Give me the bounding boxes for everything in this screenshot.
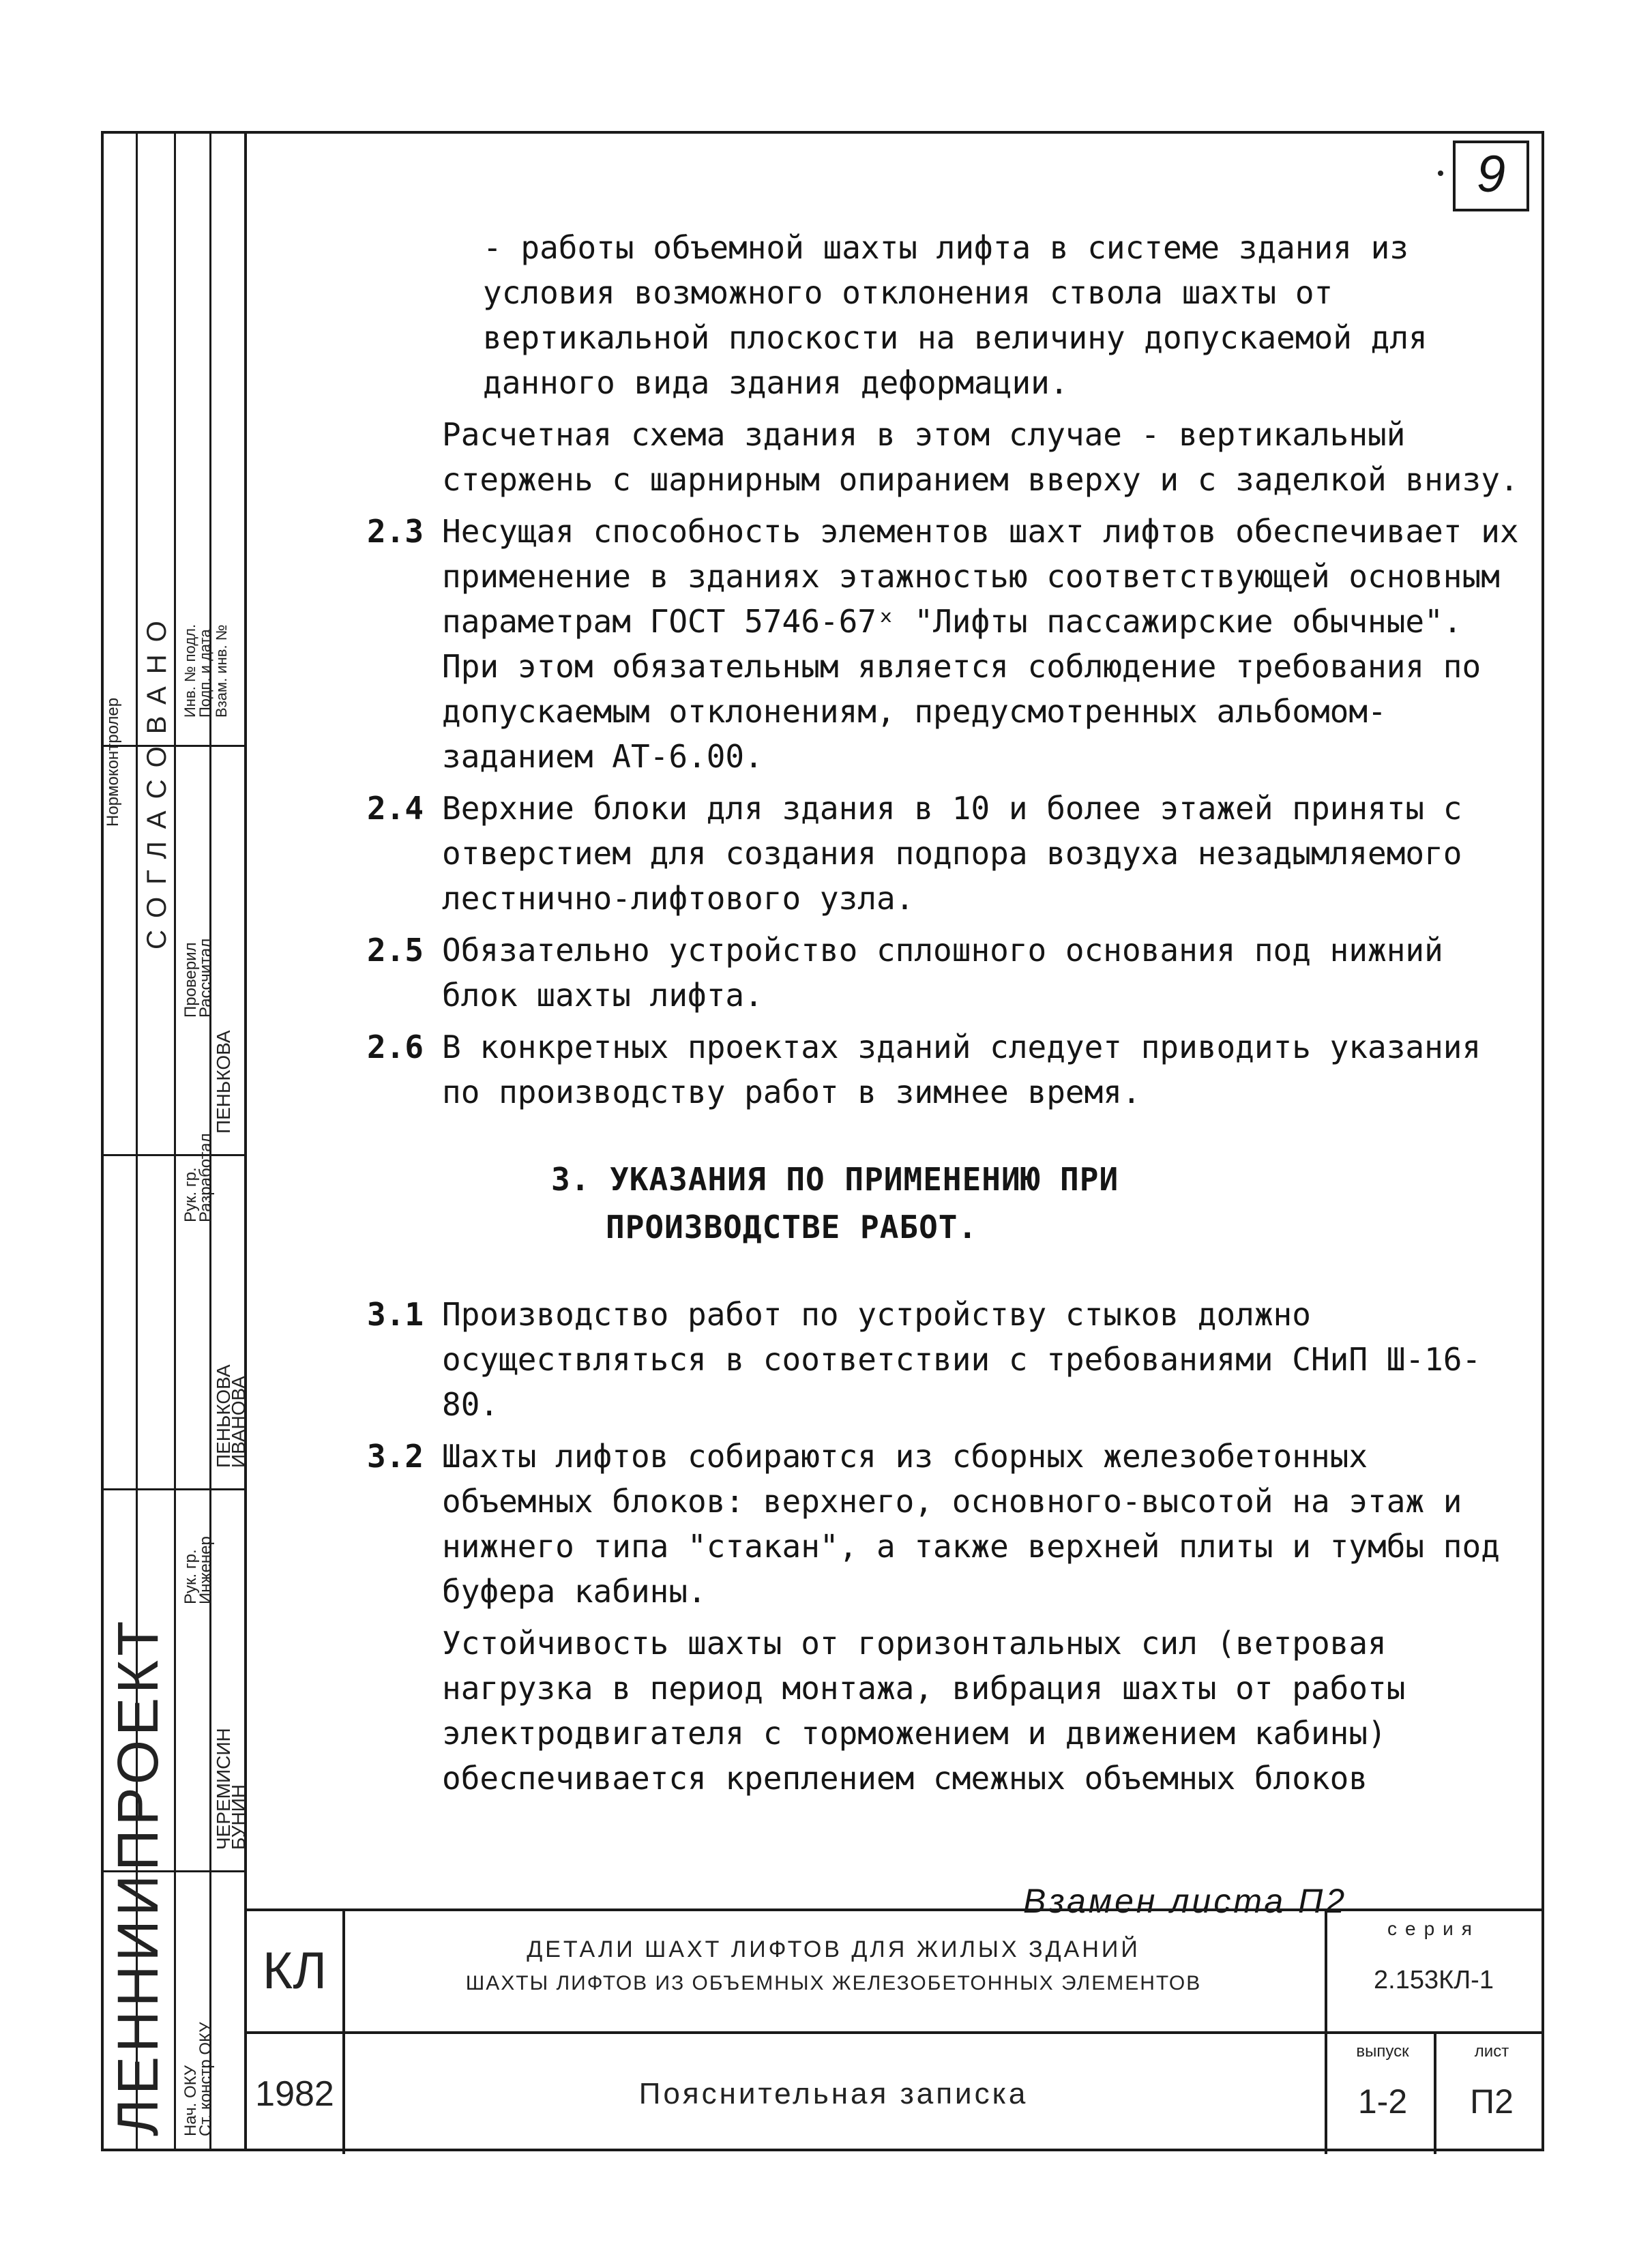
heading-line: 3. УКАЗАНИЯ ПО ПРИМЕНЕНИЮ ПРИ <box>551 1161 1119 1198</box>
signer-name: ЧЕРЕМИСИН <box>213 1728 234 1850</box>
role-label: Нач. ОКУ <box>181 2065 200 2136</box>
role-label: Ст. констр ОКУ <box>196 2022 215 2136</box>
series-label: серия <box>1387 1918 1480 1939</box>
role-label: Проверил <box>181 942 200 1018</box>
item-text: Верхние блоки для здания в 10 и более этажей приняты с отверстием для создания подпора воздуха незадымляемого лестнично-лифтового узла. <box>442 790 1462 917</box>
role-label: Рук. гр. <box>181 1549 200 1604</box>
role-label: Рассчитал <box>196 938 215 1018</box>
sheet-label: лист <box>1474 2042 1509 2061</box>
list-item <box>367 1434 1533 1614</box>
column-label: Подп. и дата <box>196 629 213 718</box>
tb-divider <box>1434 2034 1436 2154</box>
issue-label: выпуск <box>1356 2042 1409 2061</box>
section-heading <box>442 1155 1533 1251</box>
signer-name: ИВАНОВА <box>228 1376 249 1468</box>
sidebar-divider <box>101 1488 244 1490</box>
year-cell: 1982 <box>255 2074 334 2114</box>
item-number: 2.4 <box>367 790 424 827</box>
signer-name: ПЕНЬКОВА <box>213 1030 234 1134</box>
item-text: Несущая способность элементов шахт лифтов обеспечивает их применение в зданиях этажностью соответствующей основным параметрам ГОСТ 5746-67ˣ "Лифты пассажирские обычные". При этом обязательным является соблюдение требования по допускаемым отклонениям, предусмотренных альбомом-заданием АТ-6.00. <box>442 513 1519 775</box>
issue-value: 1-2 <box>1357 2082 1408 2121</box>
item-text: Производство работ по устройству стыков должно осуществляться в соответствии с требованиями СНиП Ш-16-80. <box>442 1296 1481 1423</box>
stability-paragraph: Устойчивость шахты от горизонтальных сил (ветровая нагрузка в период монтажа, вибрация шахты от работы электродвигателя с торможением и движением кабины) обеспечивается креплением смежных объемных блоков <box>442 1625 1406 1797</box>
sheet-value: П2 <box>1470 2082 1514 2121</box>
item-number: 2.3 <box>367 513 424 550</box>
role-label: Рук. гр. <box>181 1167 200 1222</box>
item-text: Шахты лифтов собираются из сборных железобетонных объемных блоков: верхнего, основного-высотой на этаж и нижнего типа "стакан", а также верхней плиты и тумбы под буфера кабины. <box>442 1438 1500 1610</box>
list-item <box>367 509 1533 779</box>
org-name: ЛЕННИИПРОЕКТ <box>106 1617 170 2136</box>
role-label: Инженер <box>196 1536 215 1604</box>
schema-paragraph: Расчетная схема здания в этом случае - вертикальный стержень с шарнирным опиранием вверху и с заделкой внизу. <box>442 416 1519 498</box>
column-label: Инв. № подл. <box>181 623 198 718</box>
norm-control-label: Нормоконтролер <box>104 697 122 827</box>
signer-name: БУНИН <box>228 1784 249 1850</box>
replacement-note: Взамен листа П2 <box>1023 1882 1348 1920</box>
sidebar-divider <box>101 1154 244 1156</box>
series-value: 2.153КЛ-1 <box>1374 1966 1494 1994</box>
list-item <box>367 928 1533 1018</box>
list-item <box>367 1025 1533 1115</box>
item-number: 3.2 <box>367 1438 424 1475</box>
dash-item: - работы объемной шахты лифта в системе здания из условия возможного отклонения ствола шахты от вертикальной плоскости на величину допускаемой для данного вида здания деформации. <box>483 229 1428 401</box>
item-number: 2.6 <box>367 1029 424 1065</box>
column-label: Взам. инв. № <box>213 624 230 718</box>
title-line: ДЕТАЛИ ШАХТ ЛИФТОВ ДЛЯ ЖИЛЫХ ЗДАНИЙ <box>527 1936 1140 1962</box>
title-block <box>247 1908 1544 2154</box>
signer-name: ПЕНЬКОВА <box>213 1364 234 1468</box>
role-label: Разработал <box>196 1133 215 1222</box>
list-item <box>367 786 1533 921</box>
heading-line: ПРОИЗВОДСТВЕ РАБОТ. <box>606 1209 978 1246</box>
list-item <box>367 1292 1533 1427</box>
note-body <box>367 225 1533 1808</box>
agreed-stamp: СОГЛАСОВАНО <box>142 608 172 949</box>
item-number: 3.1 <box>367 1296 424 1333</box>
approval-sidebar <box>101 131 247 2151</box>
item-text: В конкретных проектах зданий следует приводить указания по производству работ в зимнее время. <box>442 1029 1481 1110</box>
page-number: 9 <box>1453 141 1529 211</box>
code-cell: КЛ <box>262 1942 327 2000</box>
doc-name-cell: Пояснительная записка <box>638 2077 1029 2110</box>
title-line: ШАХТЫ ЛИФТОВ ИЗ ОБЪЕМНЫХ ЖЕЛЕЗОБЕТОННЫХ ЭЛЕМЕНТОВ <box>465 1972 1202 1994</box>
item-text: Обязательно устройство сплошного основания под нижний блок шахты лифта. <box>442 932 1443 1014</box>
mark-dot <box>1438 171 1443 176</box>
item-number: 2.5 <box>367 932 424 969</box>
